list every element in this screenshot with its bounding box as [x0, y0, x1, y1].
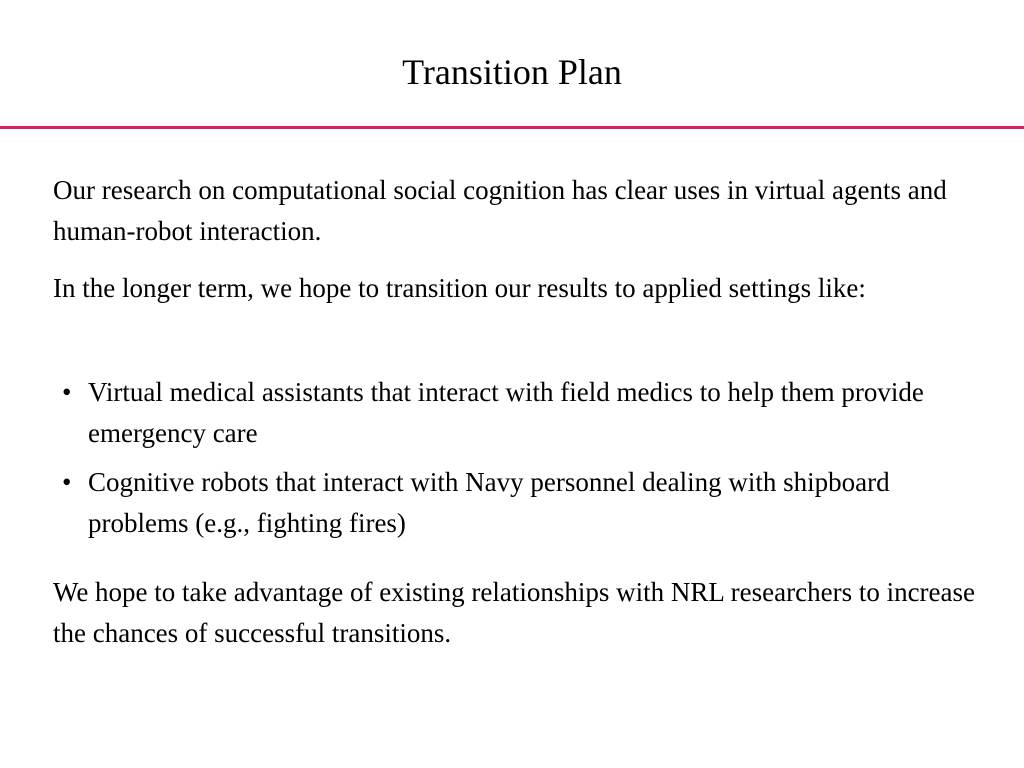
closing-paragraph: We hope to take advantage of existing relationships with NRL researchers to increase the chances of successful transitions. [53, 577, 976, 648]
application-list [0, 372, 1024, 552]
transition-paragraph: In the longer term, we hope to transition our results to applied settings like: [53, 273, 866, 303]
bullet-icon: • [62, 467, 72, 497]
title-divider [0, 126, 1024, 129]
slide-title: Transition Plan [402, 52, 622, 92]
list-item-text: Virtual medical assistants that interact with field medics to help them provide emergency care [88, 377, 924, 448]
intro-paragraph: Our research on computational social cognition has clear uses in virtual agents and human-robot interaction. [53, 175, 947, 246]
list-item-medical-assistants [0, 372, 988, 454]
bullet-icon: • [62, 377, 72, 407]
list-item-cognitive-robots [0, 462, 988, 544]
list-item-text: Cognitive robots that interact with Navy personnel dealing with shipboard problems (e.g., fighting fires) [88, 467, 890, 538]
